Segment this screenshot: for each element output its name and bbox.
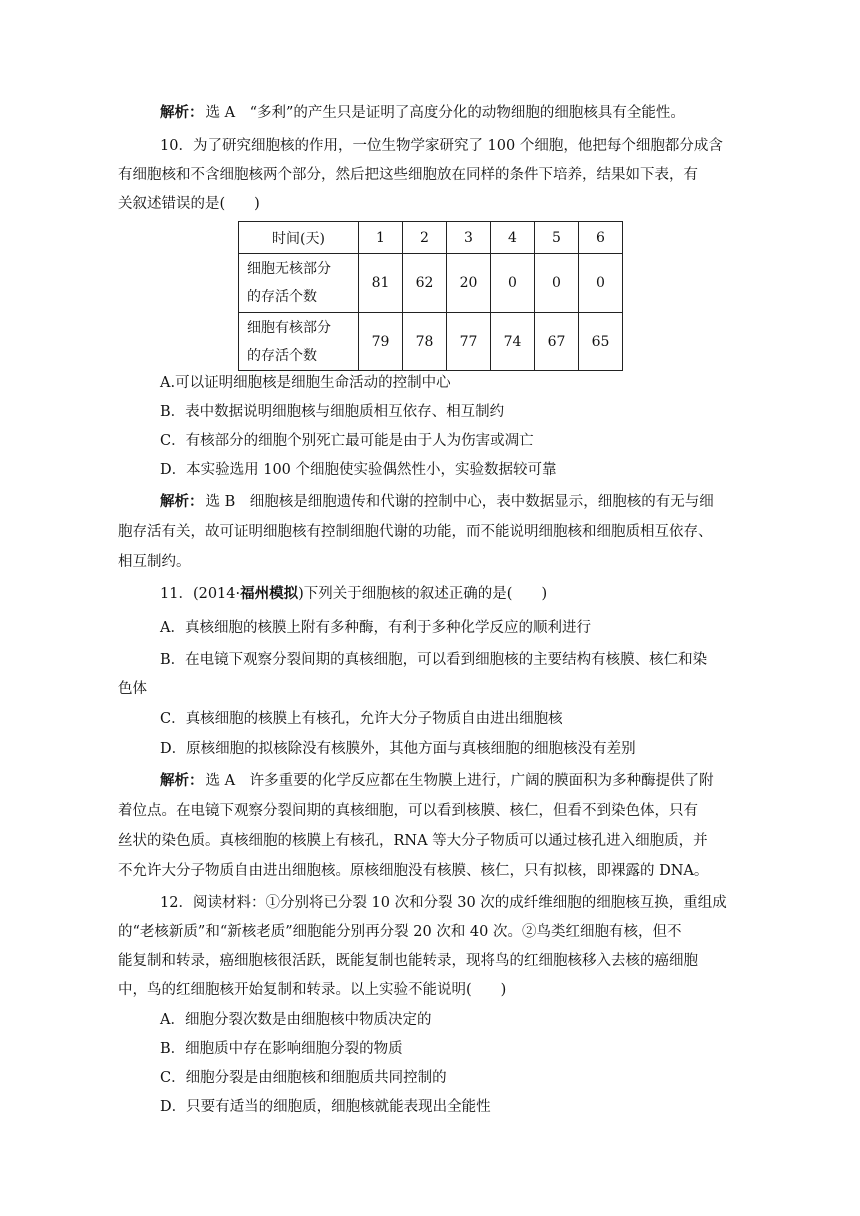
table-cell: 77 [447,313,491,371]
table-day: 6 [579,222,623,254]
table-day: 3 [447,222,491,254]
q12-stem-line-2: 的“老核新质”和“新核老质”细胞能分别再分裂 20 次和 40 次。②鸟类红细胞有核，但不 [118,924,682,940]
table-cell: 62 [403,254,447,313]
q11-stem-suffix: )下列关于细胞核的叙述正确的是( ) [298,586,548,602]
q10-stem-line-3: 关叙述错误的是( ) [118,196,260,212]
q12-option-d: D．只要有适当的细胞质，细胞核就能表现出全能性 [160,1099,491,1115]
q11-analysis-line-4: 不允许大分子物质自由进出细胞核。原核细胞没有核膜、核仁，只有拟核，即裸露的 DNA。 [118,863,709,879]
q11-option-b-cont: 色体 [118,681,147,697]
q10-stem-line-2: 有细胞核和不含细胞核两个部分，然后把这些细胞放在同样的条件下培养，结果如下表，有 [118,167,698,183]
table-cell: 20 [447,254,491,313]
q10-analysis-line-1 [160,492,714,512]
q11-stem-prefix: 11．(2014· [160,586,241,602]
q12-option-a: A．细胞分裂次数是由细胞核中物质决定的 [160,1012,432,1028]
q11-analysis-line-2: 着位点。在电镜下观察分裂间期的真核细胞，可以看到核膜、核仁，但看不到染色体，只有 [118,803,698,819]
table-cell: 65 [579,313,623,371]
table-cell: 79 [359,313,403,371]
table-row [239,254,623,313]
table-cell: 0 [579,254,623,313]
q12-option-c: C．细胞分裂是由细胞核和细胞质共同控制的 [160,1070,447,1086]
analysis-label: 解析： [160,104,204,121]
q11-option-d: D．原核细胞的拟核除没有核膜外，其他方面与真核细胞的细胞核没有差别 [160,741,636,757]
row-label: 细胞无核部分 的存活个数 [239,254,359,313]
q12-stem-line-4: 中，鸟的红细胞核开始复制和转录。以上实验不能说明( ) [118,982,507,998]
table-row [239,313,623,371]
q12-stem-line-1: 12．阅读材料：①分别将已分裂 10 次和分裂 30 次的成纤维细胞的细胞核互换，重组成 [160,895,727,911]
q12-option-b: B．细胞质中存在影响细胞分裂的物质 [160,1041,403,1057]
table-cell: 74 [491,313,535,371]
q11-option-b: B．在电镜下观察分裂间期的真核细胞，可以看到细胞核的主要结构有核膜、核仁和染 [160,652,708,668]
row-label: 细胞有核部分 的存活个数 [239,313,359,371]
q11-stem [160,584,547,604]
q11-source: 福州模拟 [240,585,299,602]
q10-analysis-line-2: 胞存活有关，故可证明细胞核有控制细胞代谢的功能，而不能说明细胞核和细胞质相互依存、 [118,524,713,540]
table-header-label: 时间(天) [239,222,359,254]
table-cell: 81 [359,254,403,313]
analysis-label: 解析： [160,493,204,510]
table-day: 4 [491,222,535,254]
analysis-text: 选 B 细胞核是细胞遗传和代谢的控制中心，表中数据显示，细胞核的有无与细 [205,494,714,510]
q10-option-c: C．有核部分的细胞个别死亡最可能是由于人为伤害或凋亡 [160,433,534,449]
table-cell: 0 [491,254,535,313]
q10-option-d: D．本实验选用 100 个细胞使实验偶然性小，实验数据较可靠 [160,462,557,478]
table-day: 5 [535,222,579,254]
q10-analysis-line-3: 相互制约。 [118,554,191,570]
table-cell: 0 [535,254,579,313]
table-day: 1 [359,222,403,254]
analysis-label: 解析： [160,772,204,789]
survival-table [238,221,623,371]
analysis-text: 选 A 许多重要的化学反应都在生物膜上进行，广阔的膜面积为多种酶提供了附 [205,773,714,789]
q11-analysis-line-3: 丝状的染色质。真核细胞的核膜上有核孔，RNA 等大分子物质可以通过核孔进入细胞质，并 [118,833,708,849]
table-day: 2 [403,222,447,254]
q9-analysis [160,103,685,123]
q10-option-a: A.可以证明细胞核是细胞生命活动的控制中心 [160,375,451,391]
q10-stem-line-1: 10．为了研究细胞核的作用，一位生物学家研究了 100 个细胞，他把每个细胞都分成含 [160,138,723,154]
q10-option-b: B．表中数据说明细胞核与细胞质相互依存、相互制约 [160,404,505,420]
q11-option-c: C．真核细胞的核膜上有核孔，允许大分子物质自由进出细胞核 [160,711,563,727]
q11-option-a: A．真核细胞的核膜上附有多种酶，有利于多种化学反应的顺利进行 [160,620,591,636]
table-cell: 78 [403,313,447,371]
table-cell: 67 [535,313,579,371]
q12-stem-line-3: 能复制和转录，癌细胞核很活跃，既能复制也能转录，现将鸟的红细胞核移入去核的癌细胞 [118,953,698,969]
q11-analysis-line-1 [160,771,714,791]
table-header-row [239,222,623,254]
analysis-text: 选 A “多利”的产生只是证明了高度分化的动物细胞的细胞核具有全能性。 [205,105,685,121]
